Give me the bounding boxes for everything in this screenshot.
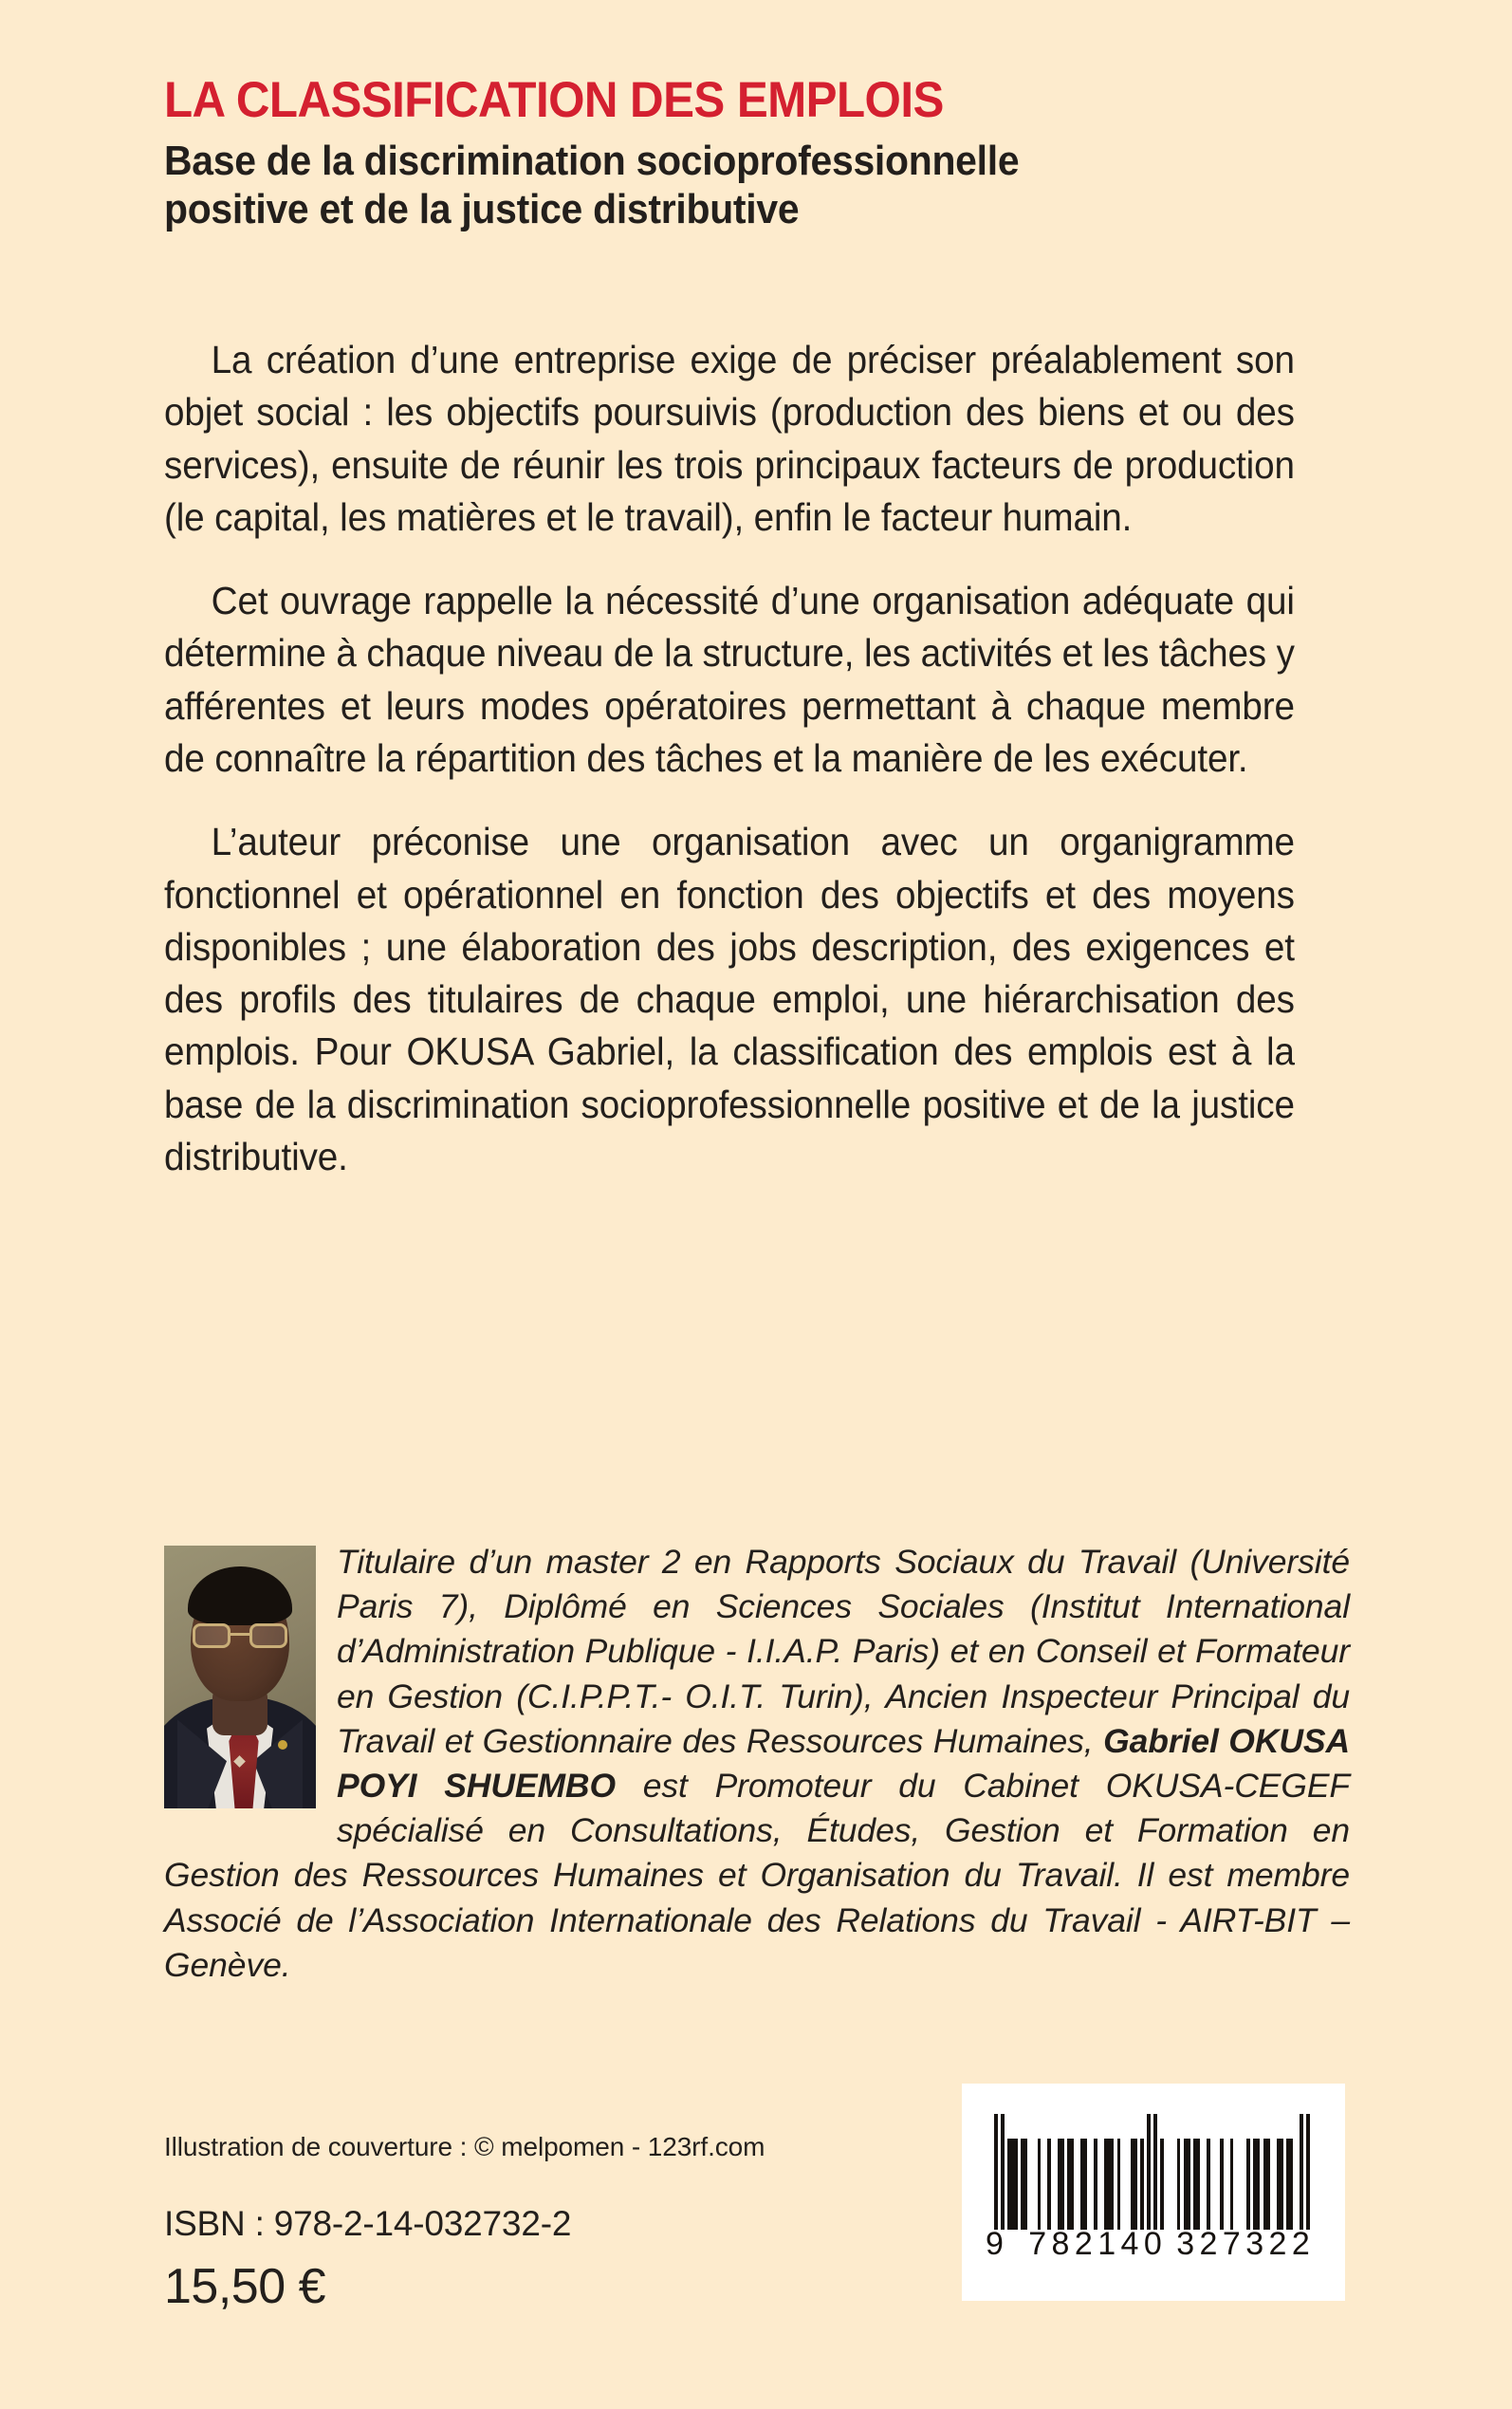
barcode-bar (1080, 2139, 1087, 2230)
barcode-bar (1177, 2139, 1181, 2230)
barcode-digit: 0 (1143, 2225, 1163, 2262)
page-subtitle (164, 137, 1276, 233)
barcode-bar (1184, 2139, 1190, 2230)
barcode-digit: 1 (1097, 2225, 1117, 2262)
bio-text-after-name: est Promoteur du Cabinet OKUSA-CEGEF spécialisé en Consultations, Études, Gestion et Formation en Gestion des Ressources Humaines et Organisation du Travail. Il est membre Associé de l’Association Internationale des Relations du Travail - AIRT-BIT – Genève. (164, 1767, 1350, 1984)
barcode-bar (1160, 2139, 1164, 2230)
cover-illustration-credit: Illustration de couverture : © melpomen - 123rf.com (164, 2132, 765, 2161)
barcode-digit: 8 (1051, 2225, 1071, 2262)
footer-block (164, 2131, 942, 2314)
subtitle-line-1: Base de la discrimination socioprofessionnelle (164, 137, 1020, 184)
barcode-digit: 3 (1245, 2225, 1265, 2262)
barcode-bar (1220, 2139, 1224, 2230)
barcode-digit: 7 (1028, 2225, 1048, 2262)
bio-text-before-name: Titulaire d’un master 2 en Rapports Sociaux du Travail (Université Paris 7), Diplômé en Sciences Sociales (Institut International d’Administration Publique - I.I.A.P. Paris) et en Conseil et Formateur en Gestion (C.I.P.P.T.- O.I.T. Turin), Ancien Inspecteur Principal du Travail et Gestionnaire des Ressources Humaines, (337, 1543, 1350, 1760)
barcode-bar (1147, 2114, 1151, 2230)
barcode-bar (1094, 2139, 1097, 2230)
barcode-bar (1117, 2139, 1121, 2230)
barcode-digit: 2 (1291, 2225, 1311, 2262)
barcode-bars (994, 2114, 1326, 2230)
author-portrait-photo (164, 1546, 316, 1808)
barcode-lead-digit: 9 (986, 2225, 1005, 2262)
author-bio-text (164, 1540, 1350, 1988)
portrait-eyeglasses (192, 1623, 288, 1648)
barcode-bar (1067, 2139, 1074, 2230)
barcode-bar (1131, 2139, 1137, 2230)
barcode-digit: 2 (1199, 2225, 1219, 2262)
barcode-bar (1246, 2139, 1250, 2230)
barcode-bar (1300, 2114, 1303, 2230)
barcode-digit: 7 (1222, 2225, 1242, 2262)
barcode-bar (1277, 2139, 1283, 2230)
barcode-digit: 2 (1268, 2225, 1288, 2262)
barcode-left-group (1026, 2226, 1165, 2263)
barcode-digit: 2 (1074, 2225, 1094, 2262)
eyeglass-bridge (230, 1633, 249, 1636)
subtitle-line-2: positive et de la justice distributive (164, 185, 800, 232)
author-biography (164, 1540, 1350, 1988)
barcode-digits (979, 2225, 1332, 2262)
barcode-bar (1263, 2139, 1270, 2230)
barcode-bar (994, 2114, 998, 2230)
blurb-body (164, 334, 1348, 1183)
barcode-bar (1001, 2114, 1005, 2230)
blurb-paragraph: La création d’une entreprise exige de préciser préalablement son objet social : les objectifs poursuivis (production des biens et ou des services), ensuite de réunir les trois principaux facteurs de production (le capital, les matières et le travail), enfin le facteur humain. (164, 338, 1295, 539)
page-title: LA CLASSIFICATION DES EMPLOIS (164, 72, 944, 128)
barcode-bar (1140, 2139, 1144, 2230)
barcode-bar (1104, 2139, 1115, 2230)
barcode-bar (1153, 2114, 1157, 2230)
blurb-paragraph: Cet ouvrage rappelle la nécessité d’une organisation adéquate qui détermine à chaque niveau de la structure, les activités et les tâches y afférentes et leurs modes opératoires permettant à chaque membre de connaître la répartition des tâches et la manière de les exécuter. (164, 579, 1295, 780)
blurb-paragraph: L’auteur préconise une organisation avec un organigramme fonctionnel et opérationnel en fonction des objectifs et des moyens disponibles ; une élaboration des jobs description, des exigences et des profils des titulaires de chaque emploi, une hiérarchisation des emplois. Pour OKUSA Gabriel, la classification des emplois est à la base de la discrimination socioprofessionnelle positive et de la justice distributive. (164, 820, 1295, 1178)
barcode-bar (1047, 2139, 1051, 2230)
barcode-digit: 4 (1120, 2225, 1140, 2262)
barcode-bar (1193, 2139, 1200, 2230)
price-text: 15,50 € (164, 2258, 325, 2314)
author-name: Gabriel OKUSA POYI SHUEMBO (337, 1721, 1351, 1806)
barcode-bar (1207, 2139, 1210, 2230)
barcode-panel (962, 2084, 1345, 2301)
barcode-digit: 3 (1176, 2225, 1196, 2262)
barcode-right-group (1174, 2226, 1313, 2263)
eyeglass-lens-right (249, 1623, 287, 1648)
barcode-bar (1230, 2139, 1234, 2230)
portrait-lapel-pin (278, 1740, 287, 1750)
title-block (164, 74, 1359, 233)
barcode-bar (1007, 2139, 1018, 2230)
barcode-bar (1286, 2139, 1293, 2230)
barcode-bar (1253, 2139, 1260, 2230)
eyeglass-lens-left (193, 1623, 230, 1648)
isbn-text: ISBN : 978-2-14-032732-2 (164, 2203, 572, 2243)
barcode-bar (1058, 2139, 1064, 2230)
barcode-bar (1021, 2139, 1027, 2230)
barcode-bar (1306, 2114, 1310, 2230)
barcode-bar (1038, 2139, 1042, 2230)
